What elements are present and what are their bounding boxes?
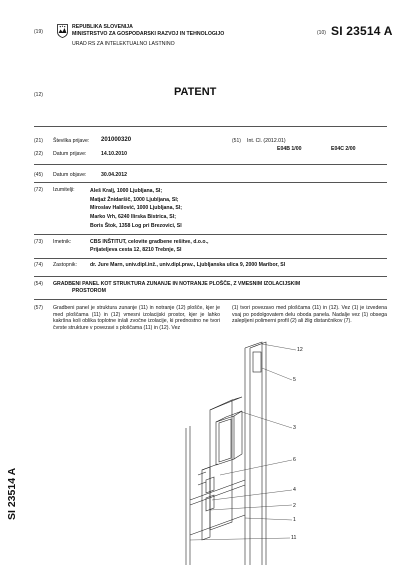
divider — [34, 258, 387, 259]
document-number: SI 23514 A — [331, 24, 393, 38]
inventor: Miroslav Halilović, 1000 Ljubljana, SI; — [90, 205, 182, 212]
code-73: (73) — [34, 239, 43, 245]
divider — [34, 276, 387, 277]
application-number-value: 201000320 — [101, 137, 132, 143]
ministry-name: MINISTRSTVO ZA GOSPODARSKI RAZVOJ IN TEHNOLOGIJO — [72, 31, 225, 37]
figure-label-2: 2 — [293, 503, 296, 509]
code-45: (45) — [34, 172, 43, 178]
inventor: Boris Štok, 1358 Log pri Brezovici, SI — [90, 222, 182, 229]
code-12: (12) — [34, 92, 43, 98]
code-10: (10) — [317, 30, 326, 36]
figure-label-12: 12 — [297, 347, 303, 353]
figure-label-11: 11 — [291, 535, 297, 541]
code-72: (72) — [34, 187, 43, 193]
office-name: URAD RS ZA INTELEKTUALNO LASTNINO — [72, 41, 175, 47]
code-51: (51) — [232, 138, 241, 144]
figure-label-5: 5 — [293, 377, 296, 383]
inventor: Matjaž Žnidaršič, 1000 Ljubljana, SI; — [90, 196, 179, 203]
ipc-label: Int. Cl. (2012.01) — [247, 138, 286, 144]
code-54: (54) — [34, 281, 43, 287]
abstract-column-2: (1) tvori povezavo med ploščama (11) in (12). Vez (1) je izvedena vsaj po podolgovatem delu oboda panela. Nadalje vez (1) obsega zalepljeni polimerni profil (2) ali žlig distančnikov (7). — [232, 305, 387, 324]
ipc-class-2: E04C 2/00 — [331, 146, 356, 152]
inventors-list — [90, 187, 182, 231]
filing-date-label: Datum prijave: — [53, 151, 87, 157]
inventor: Aleš Kralj, 1000 Ljubljana, SI; — [90, 188, 163, 194]
divider — [34, 182, 387, 183]
figure-label-3: 3 — [293, 425, 296, 431]
agent-value: dr. Jure Marn, univ.dipl.inž., univ.dipl.prav., Ljubljanska ulica 9, 2000 Maribor, SI — [90, 262, 286, 268]
code-57: (57) — [34, 305, 43, 311]
holder-label: Imetnik: — [53, 239, 72, 245]
code-21: (21) — [34, 138, 43, 144]
figure-label-4: 4 — [293, 487, 296, 493]
code-22: (22) — [34, 151, 43, 157]
invention-title-line1: GRADBENI PANEL KOT STRUKTURA ZUNANJE IN NOTRANJE PLOŠČE, Z VMESNIM IZOLACIJSKIM — [53, 281, 301, 287]
inventors-label: Izumitelji: — [53, 187, 75, 193]
application-number-label: Številka prijave: — [53, 138, 90, 144]
filing-date-value: 14.10.2010 — [101, 151, 127, 157]
figure-label-6: 6 — [293, 457, 296, 463]
code-19: (19) — [34, 29, 43, 35]
document-kind-title: PATENT — [174, 86, 217, 98]
divider — [34, 164, 387, 165]
code-74: (74) — [34, 262, 43, 268]
country-name: REPUBLIKA SLOVENIJA — [72, 24, 133, 30]
agent-label: Zastopnik: — [53, 262, 77, 268]
holder-address: Prijateljeva cesta 12, 8210 Trebnje, SI — [90, 247, 182, 253]
abstract-column-1: Gradbeni panel je struktura zunanje (11) in notranje (12) plošče, kjer je med ploščama (11) in (12) vmesni izolacijski prostor, kjer je lahko kakršna koli oblika toplotne in/ali zvočne izolacije, ki prednostno ne tvori čvrste strukture v povezavi s ploščama (11) in (12). Vez — [53, 305, 220, 331]
slovenia-coat-of-arms-icon — [57, 24, 68, 43]
divider — [34, 126, 387, 127]
inventor: Marko Vrh, 6240 Ilirska Bistrica, SI; — [90, 214, 176, 221]
invention-title-line2: PROSTOROM — [72, 288, 106, 294]
divider — [34, 234, 387, 235]
side-document-number: SI 23514 A — [6, 467, 18, 520]
publication-date-label: Datum objave: — [53, 172, 87, 178]
ipc-class-1: E04B 1/00 — [277, 146, 302, 152]
publication-date-value: 30.04.2012 — [101, 172, 127, 178]
divider — [34, 299, 387, 300]
holder-name: CBS INŠTITUT, celovite gradbene rešitve, d.o.o., — [90, 239, 209, 245]
figure-label-1: 1 — [293, 517, 296, 523]
